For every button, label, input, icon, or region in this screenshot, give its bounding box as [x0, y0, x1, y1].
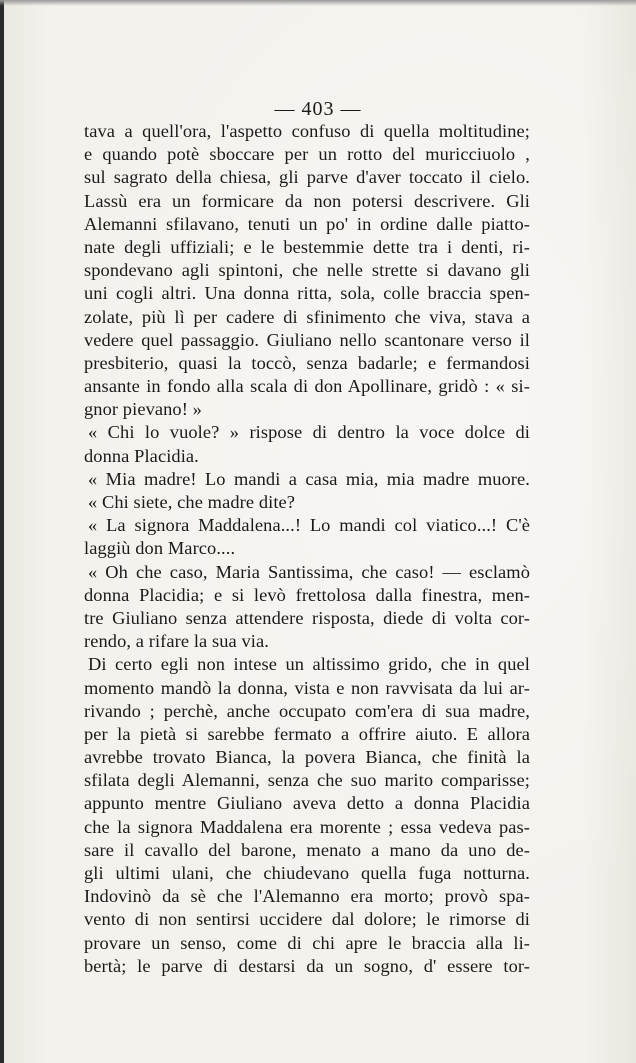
- text-line: sare il cavallo del barone, menato a mano da uno de-: [84, 839, 530, 860]
- page-binding-edge: [0, 0, 4, 1063]
- text-line: Di certo egli non intese un altissimo grido, che in quel: [88, 654, 530, 675]
- text-line: per la pietà si sarebbe fermato a offrire aiuto. E allora: [84, 723, 530, 744]
- text-line: provare un senso, come di chi apre le braccia alla li-: [84, 932, 530, 953]
- text-line: « Chi siete, che madre dite?: [88, 492, 296, 512]
- text-line: donna Placidia; e si levò frettolosa dalla finestra, men-: [84, 584, 530, 605]
- body-text: [84, 120, 530, 978]
- text-line: uni cogli altri. Una donna ritta, sola, colle braccia spen-: [84, 283, 530, 304]
- text-line: gli ultimi ulani, che chiudevano quella fuga notturna.: [84, 863, 530, 883]
- text-line: nate degli uffiziali; e le bestemmie dette tra i denti, ri-: [84, 236, 530, 257]
- text-line: bertà; le parve di destarsi da un sogno, d' essere tor-: [84, 955, 530, 976]
- text-line: rendo, a rifare la sua via.: [84, 631, 269, 652]
- text-line: ansante in fondo alla scala di don Apollinare, gridò : « si-: [84, 376, 530, 397]
- text-line: avrebbe trovato Bianca, la povera Bianca, che finità la: [84, 747, 530, 768]
- text-line: vedere quel passaggio. Giuliano nello scantonare verso il: [84, 329, 530, 350]
- text-line: gnor pievano! »: [84, 399, 202, 420]
- text-line: Indovinò da sè che l'Alemanno era morto; provò spa-: [84, 886, 530, 907]
- text-line: donna Placidia.: [84, 445, 199, 466]
- text-line: Lassù era un formicare da non potersi descrivere. Gli: [84, 190, 530, 211]
- text-line: rivando ; perchè, anche occupato com'era di sua madre,: [84, 700, 530, 721]
- text-line: « La signora Maddalena...! Lo mandi col viatico...! C'è: [88, 515, 530, 536]
- page-number: — 403 —: [274, 98, 362, 120]
- text-line: spondevano agli spintoni, che nelle strette si davano gli: [84, 260, 530, 281]
- text-line: zolate, più lì per cadere di sfinimento che viva, stava a: [84, 306, 530, 327]
- text-line: Alemanni sfilavano, tenuti un po' in ordine dalle piatto-: [84, 213, 530, 234]
- text-line: « Mia madre! Lo mandi a casa mia, mia madre muore.: [88, 468, 530, 489]
- page-top-shadow: [0, 0, 636, 6]
- text-line: presbiterio, quasi la toccò, senza badarle; e fermandosi: [84, 352, 530, 373]
- text-line: « Oh che caso, Maria Santissima, che caso! — esclamò: [88, 561, 530, 582]
- text-line: sfilata degli Alemanni, senza che suo marito comparisse;: [84, 770, 530, 791]
- text-line: appunto mentre Giuliano aveva detto a donna Placidia: [84, 793, 530, 814]
- text-line: laggiù don Marco....: [84, 538, 236, 559]
- text-line: vento di non sentirsi uccidere dal dolore; le rimorse di: [84, 909, 530, 930]
- text-line: momento mandò la donna, vista e non ravvisata da lui ar-: [84, 677, 530, 698]
- text-line: tre Giuliano senza attendere risposta, diede di volta cor-: [84, 607, 530, 628]
- text-line: « Chi lo vuole? » rispose di dentro la voce dolce di: [88, 422, 530, 443]
- text-line: che la signora Maddalena era morente ; essa vedeva pas-: [84, 816, 530, 837]
- text-line: sul sagrato della chiesa, gli parve d'aver toccato il cielo.: [84, 167, 530, 188]
- text-line: tava a quell'ora, l'aspetto confuso di quella moltitudine;: [84, 121, 530, 141]
- text-line: e quando potè sboccare per un rotto del muricciuolo ,: [84, 144, 530, 165]
